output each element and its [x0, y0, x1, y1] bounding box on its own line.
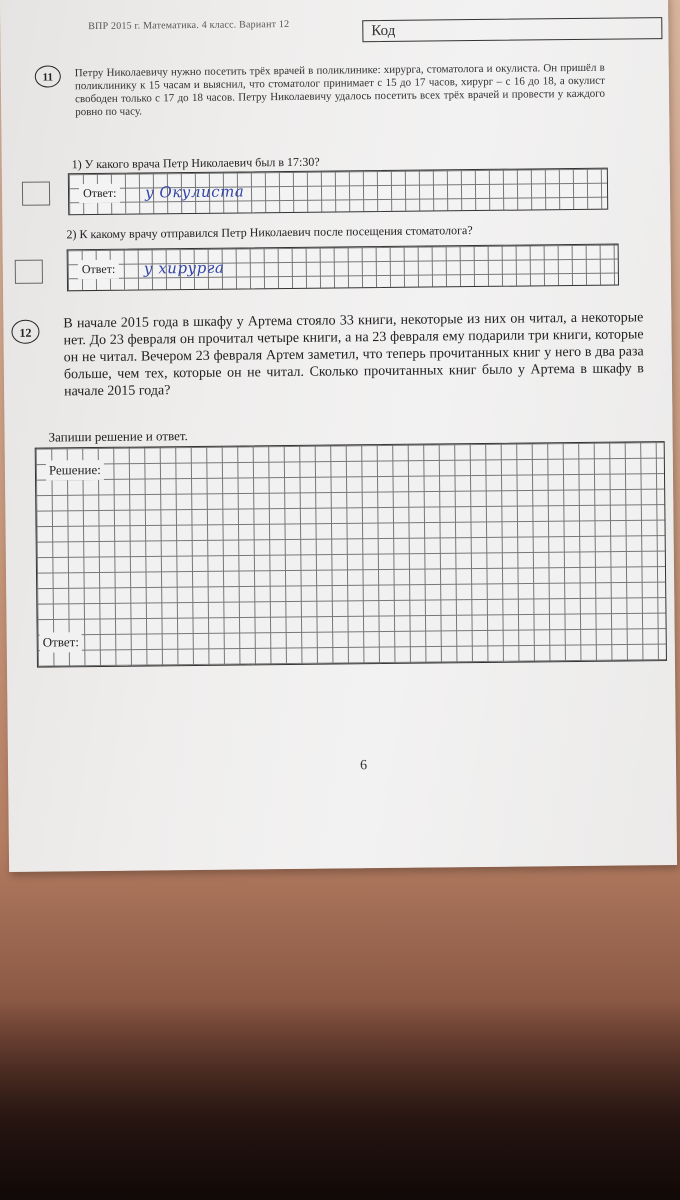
page-number: 6	[359, 758, 368, 774]
page-header: ВПР 2015 г. Математика. 4 класс. Вариант 12	[88, 18, 290, 33]
code-box: Код	[362, 17, 662, 42]
final-answer-label: Ответ:	[40, 632, 82, 652]
task-11-question-1: 1) У какого врача Петр Николаевич был в 17:30?	[71, 154, 320, 172]
task-11-score-box-2	[15, 260, 43, 284]
answer-label-2: Ответ:	[78, 260, 120, 279]
task-11-answer-grid-2[interactable]	[67, 244, 619, 292]
handwritten-answer-2: у хирурга	[143, 258, 225, 278]
task-11-text: Петру Николаевичу нужно посетить трёх врачей в поликлинике: хирурга, стоматолога и окулиста. Он пришёл в поликлинику к 15 часам и выяснил, что стоматолог принимает с 15 до 17 часов, хирург – с 16 до 18, а окулист свободен только с 17 до 18 часов. Петру Николаевичу удалось посетить всех трёх врачей и провести у каждого ровно по часу.	[74, 61, 606, 119]
task-12-number: 12	[11, 320, 39, 344]
task-11-number: 11	[35, 65, 61, 87]
handwritten-answer-1: у Окулиста	[144, 182, 245, 202]
solution-label: Решение:	[46, 460, 104, 481]
task-12-text: В начале 2015 года в шкафу у Артема стояло 33 книги, некоторые из них он читал, а некоторые нет. До 23 февраля он прочитал четыре книги, а на 23 февраля ему подарили три книги, которые он не читал. Вечером 23 февраля Артем заметил, что теперь прочитанных книг у него в два раза больше, чем тех, которые он не читал. Сколько прочитанных книг было у Артема в шкафу в начале 2015 года?	[63, 310, 644, 400]
task-11-question-2: 2) К какому врачу отправился Петр Николаевич после посещения стоматолога?	[66, 223, 473, 242]
solution-grid[interactable]	[35, 441, 667, 668]
task-11-score-box-1	[22, 181, 50, 205]
answer-label-1: Ответ:	[79, 184, 121, 203]
task-11-answer-grid-1[interactable]	[68, 168, 608, 216]
task-12-instruction: Запиши решение и ответ.	[48, 428, 188, 445]
table-surface	[0, 1000, 680, 1200]
